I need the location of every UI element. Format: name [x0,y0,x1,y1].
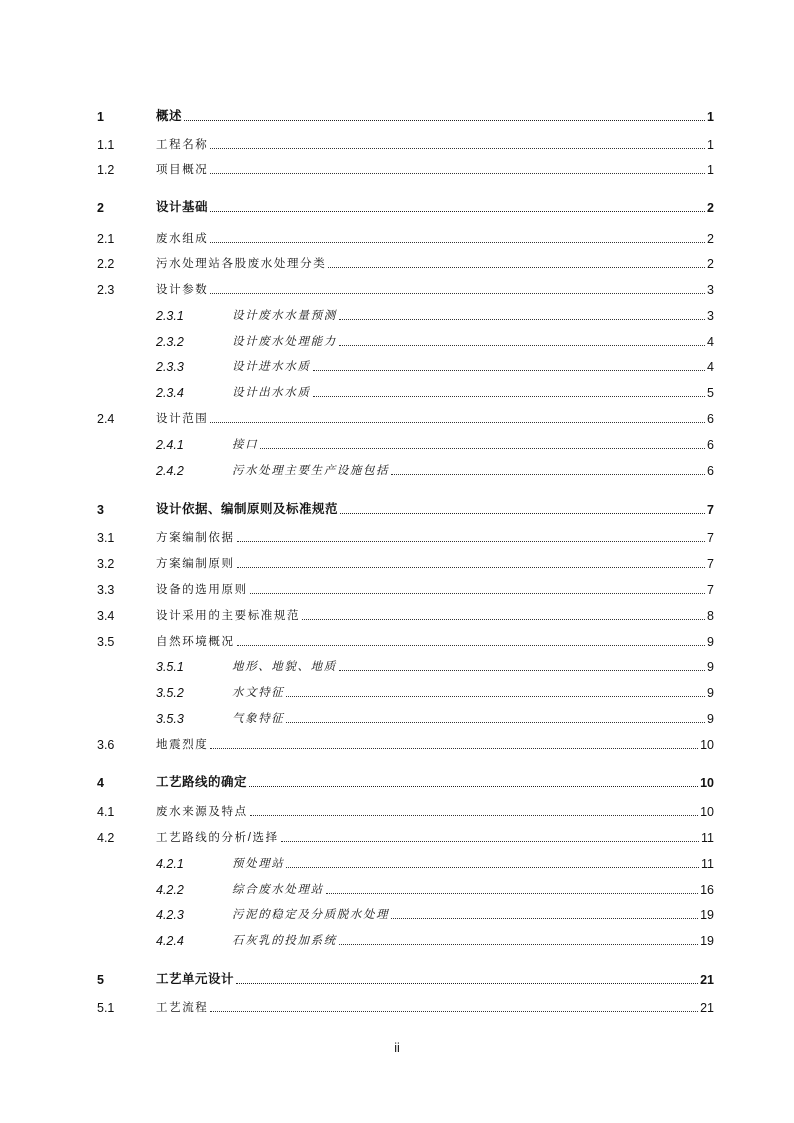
toc-entry-number: 2.1 [97,232,115,246]
toc-entry[interactable] [97,279,714,299]
toc-entry-page: 11 [701,831,714,845]
toc-entry-number: 3.5 [97,635,115,649]
toc-entry[interactable] [97,527,714,547]
toc-entry-title: 废水组成 [156,233,209,245]
toc-entry-title: 设计废水水量预测 [232,310,337,322]
toc-entry[interactable] [97,930,714,950]
toc-entry[interactable] [97,305,714,325]
toc-entry[interactable] [97,253,714,273]
toc-entry[interactable] [97,197,714,217]
dot-leader [286,722,705,723]
toc-entry-page: 9 [707,635,714,649]
dot-leader [339,670,705,671]
toc-entry-title: 水文特征 [232,687,285,699]
toc-entry-title: 污泥的稳定及分质脱水处理 [232,909,390,921]
toc-entry-page: 7 [707,583,714,597]
toc-entry[interactable] [97,499,714,519]
toc-entry-title: 设计参数 [156,284,209,296]
toc-entry-title: 预处理站 [232,858,285,870]
toc-entry-number: 5 [97,973,104,987]
toc-entry[interactable] [97,434,714,454]
dot-leader [236,983,698,984]
toc-entry-number: 4.2.2 [156,883,184,897]
toc-entry-number: 1.2 [97,163,115,177]
toc-entry-number: 3.4 [97,609,115,623]
page-number-footer: ii [394,1041,400,1055]
toc-entry-title: 工艺单元设计 [156,972,235,986]
toc-entry-page: 16 [700,883,714,897]
toc-entry-title: 设备的选用原则 [156,584,248,596]
toc-entry[interactable] [97,904,714,924]
toc-entry-number: 2.3.3 [156,360,184,374]
dot-leader [237,567,705,568]
toc-entry-page: 1 [707,138,714,152]
toc-entry-number: 3.3 [97,583,115,597]
dot-leader [286,867,699,868]
toc-entry-number: 4.1 [97,805,115,819]
dot-leader [210,173,705,174]
toc-entry[interactable] [97,656,714,676]
toc-entry-title: 设计进水水质 [232,361,311,373]
toc-entry-page: 8 [707,609,714,623]
toc-entry-page: 10 [700,776,714,790]
toc-entry-number: 2.4.1 [156,438,184,452]
toc-entry[interactable] [97,827,714,847]
toc-entry-title: 工艺流程 [156,1002,209,1014]
toc-entry[interactable] [97,228,714,248]
toc-entry-page: 21 [700,973,714,987]
dot-leader [249,786,698,787]
toc-entry-title: 石灰乳的投加系统 [232,935,337,947]
toc-entry-title: 地震烈度 [156,739,209,751]
toc-entry-title: 设计出水水质 [232,387,311,399]
toc-entry-page: 10 [700,805,714,819]
dot-leader [281,841,699,842]
toc-entry-title: 方案编制依据 [156,532,235,544]
dot-leader [250,815,698,816]
toc-entry-number: 3.2 [97,557,115,571]
toc-entry-number: 2.3 [97,283,115,297]
toc-entry[interactable] [97,682,714,702]
toc-entry-page: 9 [707,712,714,726]
dot-leader [237,645,705,646]
toc-entry-page: 4 [707,335,714,349]
toc-entry-number: 2.4.2 [156,464,184,478]
toc-entry-title: 设计范围 [156,413,209,425]
toc-entry-number: 4.2.4 [156,934,184,948]
toc-entry[interactable] [97,708,714,728]
toc-entry-number: 4.2.1 [156,857,184,871]
toc-entry-title: 工艺路线的分析/选择 [156,832,279,844]
toc-entry-page: 9 [707,660,714,674]
toc-entry-number: 1.1 [97,138,115,152]
toc-entry-page: 10 [700,738,714,752]
toc-entry-number: 2.3.4 [156,386,184,400]
toc-entry[interactable] [97,605,714,625]
dot-leader [210,748,698,749]
toc-entry-page: 6 [707,438,714,452]
dot-leader [286,696,705,697]
toc-entry-title: 设计废水处理能力 [232,336,337,348]
dot-leader [391,918,698,919]
toc-entry-page: 19 [700,934,714,948]
toc-entry-page: 7 [707,503,714,517]
toc-entry-number: 4.2 [97,831,115,845]
toc-entry-page: 2 [707,201,714,215]
toc-entry[interactable] [97,853,714,873]
dot-leader [313,370,705,371]
toc-entry-title: 气象特征 [232,713,285,725]
toc-entry-page: 3 [707,309,714,323]
toc-entry-number: 3.5.3 [156,712,184,726]
toc-entry[interactable] [97,553,714,573]
toc-entry-title: 方案编制原则 [156,558,235,570]
toc-entry[interactable] [97,134,714,154]
toc-entry-title: 废水来源及特点 [156,806,248,818]
dot-leader [210,1011,698,1012]
dot-leader [210,211,705,212]
toc-entry-title: 污水处理站各股废水处理分类 [156,258,327,270]
dot-leader [328,267,705,268]
dot-leader [260,448,705,449]
dot-leader [210,148,705,149]
dot-leader [184,120,705,121]
toc-entry-title: 项目概况 [156,164,209,176]
toc-entry[interactable] [97,106,714,126]
toc-entry-page: 2 [707,232,714,246]
toc-entry[interactable] [97,631,714,651]
toc-entry-title: 自然环境概况 [156,636,235,648]
toc-entry-number: 3 [97,503,104,517]
toc-entry-title: 接口 [232,439,259,451]
toc-entry[interactable] [97,879,714,899]
dot-leader [237,541,705,542]
toc-entry-number: 2.4 [97,412,115,426]
toc-entry-number: 3.6 [97,738,115,752]
toc-entry-title: 设计采用的主要标准规范 [156,610,301,622]
toc-entry-number: 2.3.2 [156,335,184,349]
toc-entry[interactable] [97,460,714,480]
toc-entry-number: 5.1 [97,1001,115,1015]
dot-leader [339,944,698,945]
dot-leader [313,396,705,397]
dot-leader [250,593,705,594]
toc-entry-number: 2.3.1 [156,309,184,323]
toc-entry[interactable] [97,997,714,1017]
toc-entry-title: 工程名称 [156,139,209,151]
toc-entry-page: 7 [707,531,714,545]
toc-entry[interactable] [97,801,714,821]
toc-entry[interactable] [97,382,714,402]
toc-entry[interactable] [97,579,714,599]
toc-entry-number: 3.1 [97,531,115,545]
toc-entry-page: 6 [707,412,714,426]
toc-entry-page: 1 [707,110,714,124]
toc-entry[interactable] [97,734,714,754]
toc-entry-number: 2.2 [97,257,115,271]
toc-entry-number: 1 [97,110,104,124]
dot-leader [210,422,705,423]
toc-entry-title: 设计依据、编制原则及标准规范 [156,502,339,516]
toc-entry-number: 2 [97,201,104,215]
toc-entry-number: 4.2.3 [156,908,184,922]
toc-entry[interactable] [97,356,714,376]
toc-entry-title: 综合废水处理站 [232,884,324,896]
toc-entry-number: 3.5.1 [156,660,184,674]
toc-entry-title: 工艺路线的确定 [156,775,248,789]
toc-entry-title: 概述 [156,109,183,123]
dot-leader [210,293,705,294]
toc-entry-page: 11 [701,857,714,871]
toc-entry-page: 9 [707,686,714,700]
toc-entry-page: 7 [707,557,714,571]
toc-entry[interactable] [97,331,714,351]
dot-leader [326,893,698,894]
toc-entry-page: 4 [707,360,714,374]
toc-entry[interactable] [97,408,714,428]
dot-leader [302,619,705,620]
toc-entry[interactable] [97,969,714,989]
toc-entry-page: 6 [707,464,714,478]
toc-entry-page: 21 [700,1001,714,1015]
toc-entry-page: 19 [700,908,714,922]
dot-leader [339,319,705,320]
toc-entry-title: 设计基础 [156,200,209,214]
dot-leader [210,242,705,243]
dot-leader [339,345,705,346]
toc-entry-title: 污水处理主要生产设施包括 [232,465,390,477]
toc-entry[interactable] [97,772,714,792]
toc-entry-title: 地形、地貌、地质 [232,661,337,673]
toc-entry-page: 3 [707,283,714,297]
toc-entry-page: 2 [707,257,714,271]
toc-entry-page: 5 [707,386,714,400]
dot-leader [340,513,705,514]
toc-entry-page: 1 [707,163,714,177]
dot-leader [391,474,705,475]
toc-entry-number: 4 [97,776,104,790]
toc-entry[interactable] [97,159,714,179]
toc-entry-number: 3.5.2 [156,686,184,700]
